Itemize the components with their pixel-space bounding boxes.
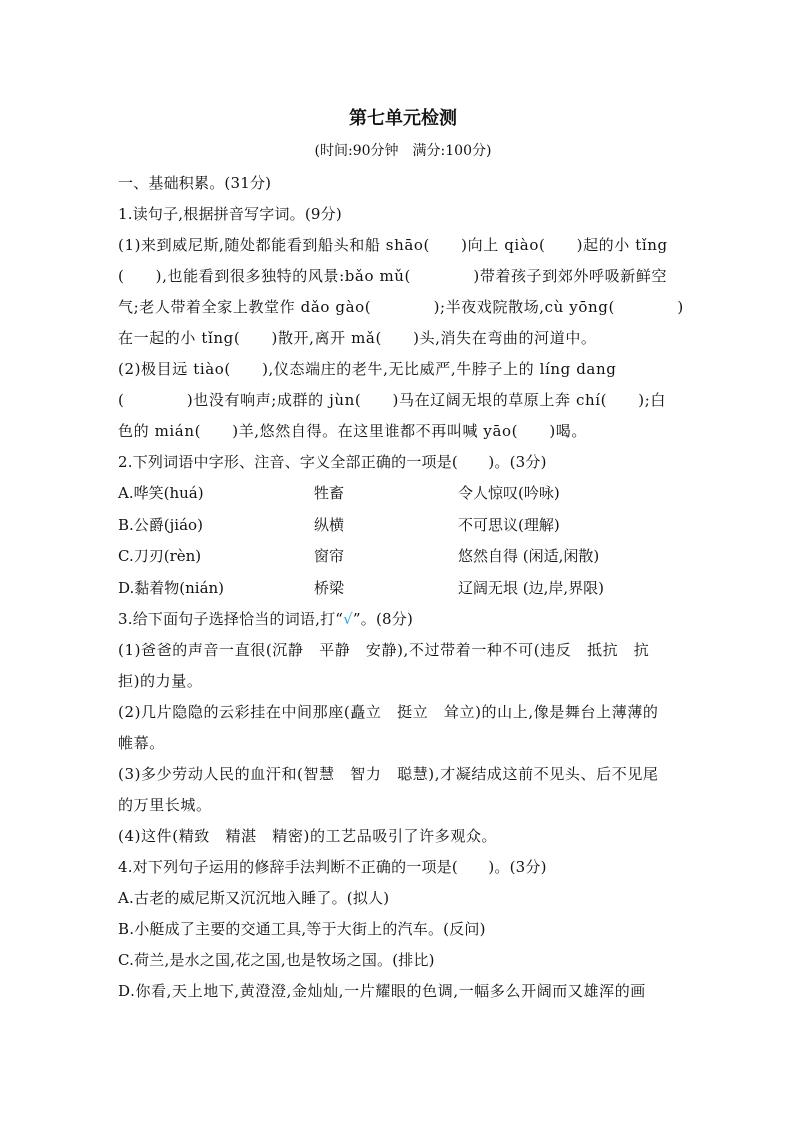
q2-option-word: 牲畜	[314, 484, 345, 502]
q2-stem: 2.下列词语中字形、注音、字义全部正确的一项是( )。(3分)	[118, 453, 547, 471]
q2-option-word: 令人惊叹(吟咏)	[458, 484, 560, 502]
q3-stem	[118, 604, 688, 635]
q3-stem-text: 3.给下面句子选择恰当的词语,打“	[118, 610, 344, 628]
q2-option-word: D.黏着物(nián)	[118, 578, 225, 597]
exam-page	[118, 100, 688, 1007]
q2-option-b	[118, 510, 688, 542]
q4-option-b: B.小艇成了主要的交通工具,等于大街上的汽车。(反问)	[118, 920, 486, 938]
q2-option-word: 辽阔无垠 (边,岸,界限)	[458, 578, 605, 597]
q4-option-d: D.你看,天上地下,黄澄澄,金灿灿,一片耀眼的色调,一幅多么开阔而又雄浑的画	[118, 982, 646, 1000]
q2-option-d	[118, 573, 688, 605]
q2-option-word: C.刀刃(rèn)	[118, 547, 202, 565]
q1-line: 气;老人带着全家上教堂作 dǎo gào( );半夜戏院散场,cù yōng( )	[118, 298, 684, 316]
q3-line: (1)爸爸的声音一直很(沉静 平静 安静),不过带着一种不可(违反 抵抗 抗	[118, 641, 650, 659]
exam-subtitle: (时间:90分钟 满分:100分)	[314, 143, 492, 159]
q1-line: (1)来到威尼斯,随处都能看到船头和船 shāo( )向上 qiào( )起的小 tǐng	[118, 236, 668, 254]
q3-stem-text: ”。(8分)	[352, 610, 414, 628]
q3-line: (3)多少劳动人民的血汗和(智慧 智力 聪慧),才凝结成这前不见头、后不见尾	[118, 765, 659, 783]
q4-stem: 4.对下列句子运用的修辞手法判断不正确的一项是( )。(3分)	[118, 858, 547, 876]
q2-option-word: A.哗笑(huá)	[118, 484, 204, 502]
q1-line: 色的 mián( )羊,悠然自得。在这里谁都不再叫喊 yāo( )喝。	[118, 422, 587, 440]
q3-line: 拒)的力量。	[118, 672, 203, 690]
q2-option-c	[118, 541, 688, 573]
q2-option-word: B.公爵(jiáo)	[118, 515, 203, 534]
q1-line: ( ),也能看到很多独特的风景:bǎo mǔ( )带着孩子到郊外呼吸新鲜空	[118, 267, 668, 285]
q4-option-c: C.荷兰,是水之国,花之国,也是牧场之国。(排比)	[118, 951, 435, 969]
q2-option-word: 纵横	[314, 515, 345, 534]
q1-line: 在一起的小 tǐng( )散开,离开 mǎ( )头,消失在弯曲的河道中。	[118, 329, 597, 347]
section-heading: 一、基础积累。(31分)	[118, 174, 272, 192]
q1-line: ( )也没有响声;成群的 jùn( )马在辽阔无垠的草原上奔 chí( );白	[118, 391, 666, 409]
checkmark-icon: √	[343, 610, 353, 628]
q3-line: 的万里长城。	[118, 796, 212, 814]
q1-stem: 1.读句子,根据拼音写字词。(9分)	[118, 205, 342, 223]
q3-line: (4)这件(精致 精湛 精密)的工艺品吸引了许多观众。	[118, 827, 498, 845]
q4-option-a: A.古老的威尼斯又沉沉地入睡了。(拟人)	[118, 889, 390, 907]
q3-line: 帷幕。	[118, 734, 165, 752]
q2-option-word: 不可思议(理解)	[458, 515, 560, 534]
q1-line: (2)极目远 tiào( ),仪态端庄的老牛,无比威严,牛脖子上的 líng dang	[118, 360, 617, 378]
q2-option-a	[118, 478, 688, 510]
q2-option-word: 桥梁	[314, 578, 345, 597]
q2-option-word: 悠然自得 (闲适,闲散)	[458, 547, 600, 565]
exam-title: 第七单元检测	[349, 108, 457, 129]
q3-line: (2)几片隐隐的云彩挂在中间那座(矗立 挺立 耸立)的山上,像是舞台上薄薄的	[118, 703, 659, 721]
q2-option-word: 窗帘	[314, 547, 345, 565]
